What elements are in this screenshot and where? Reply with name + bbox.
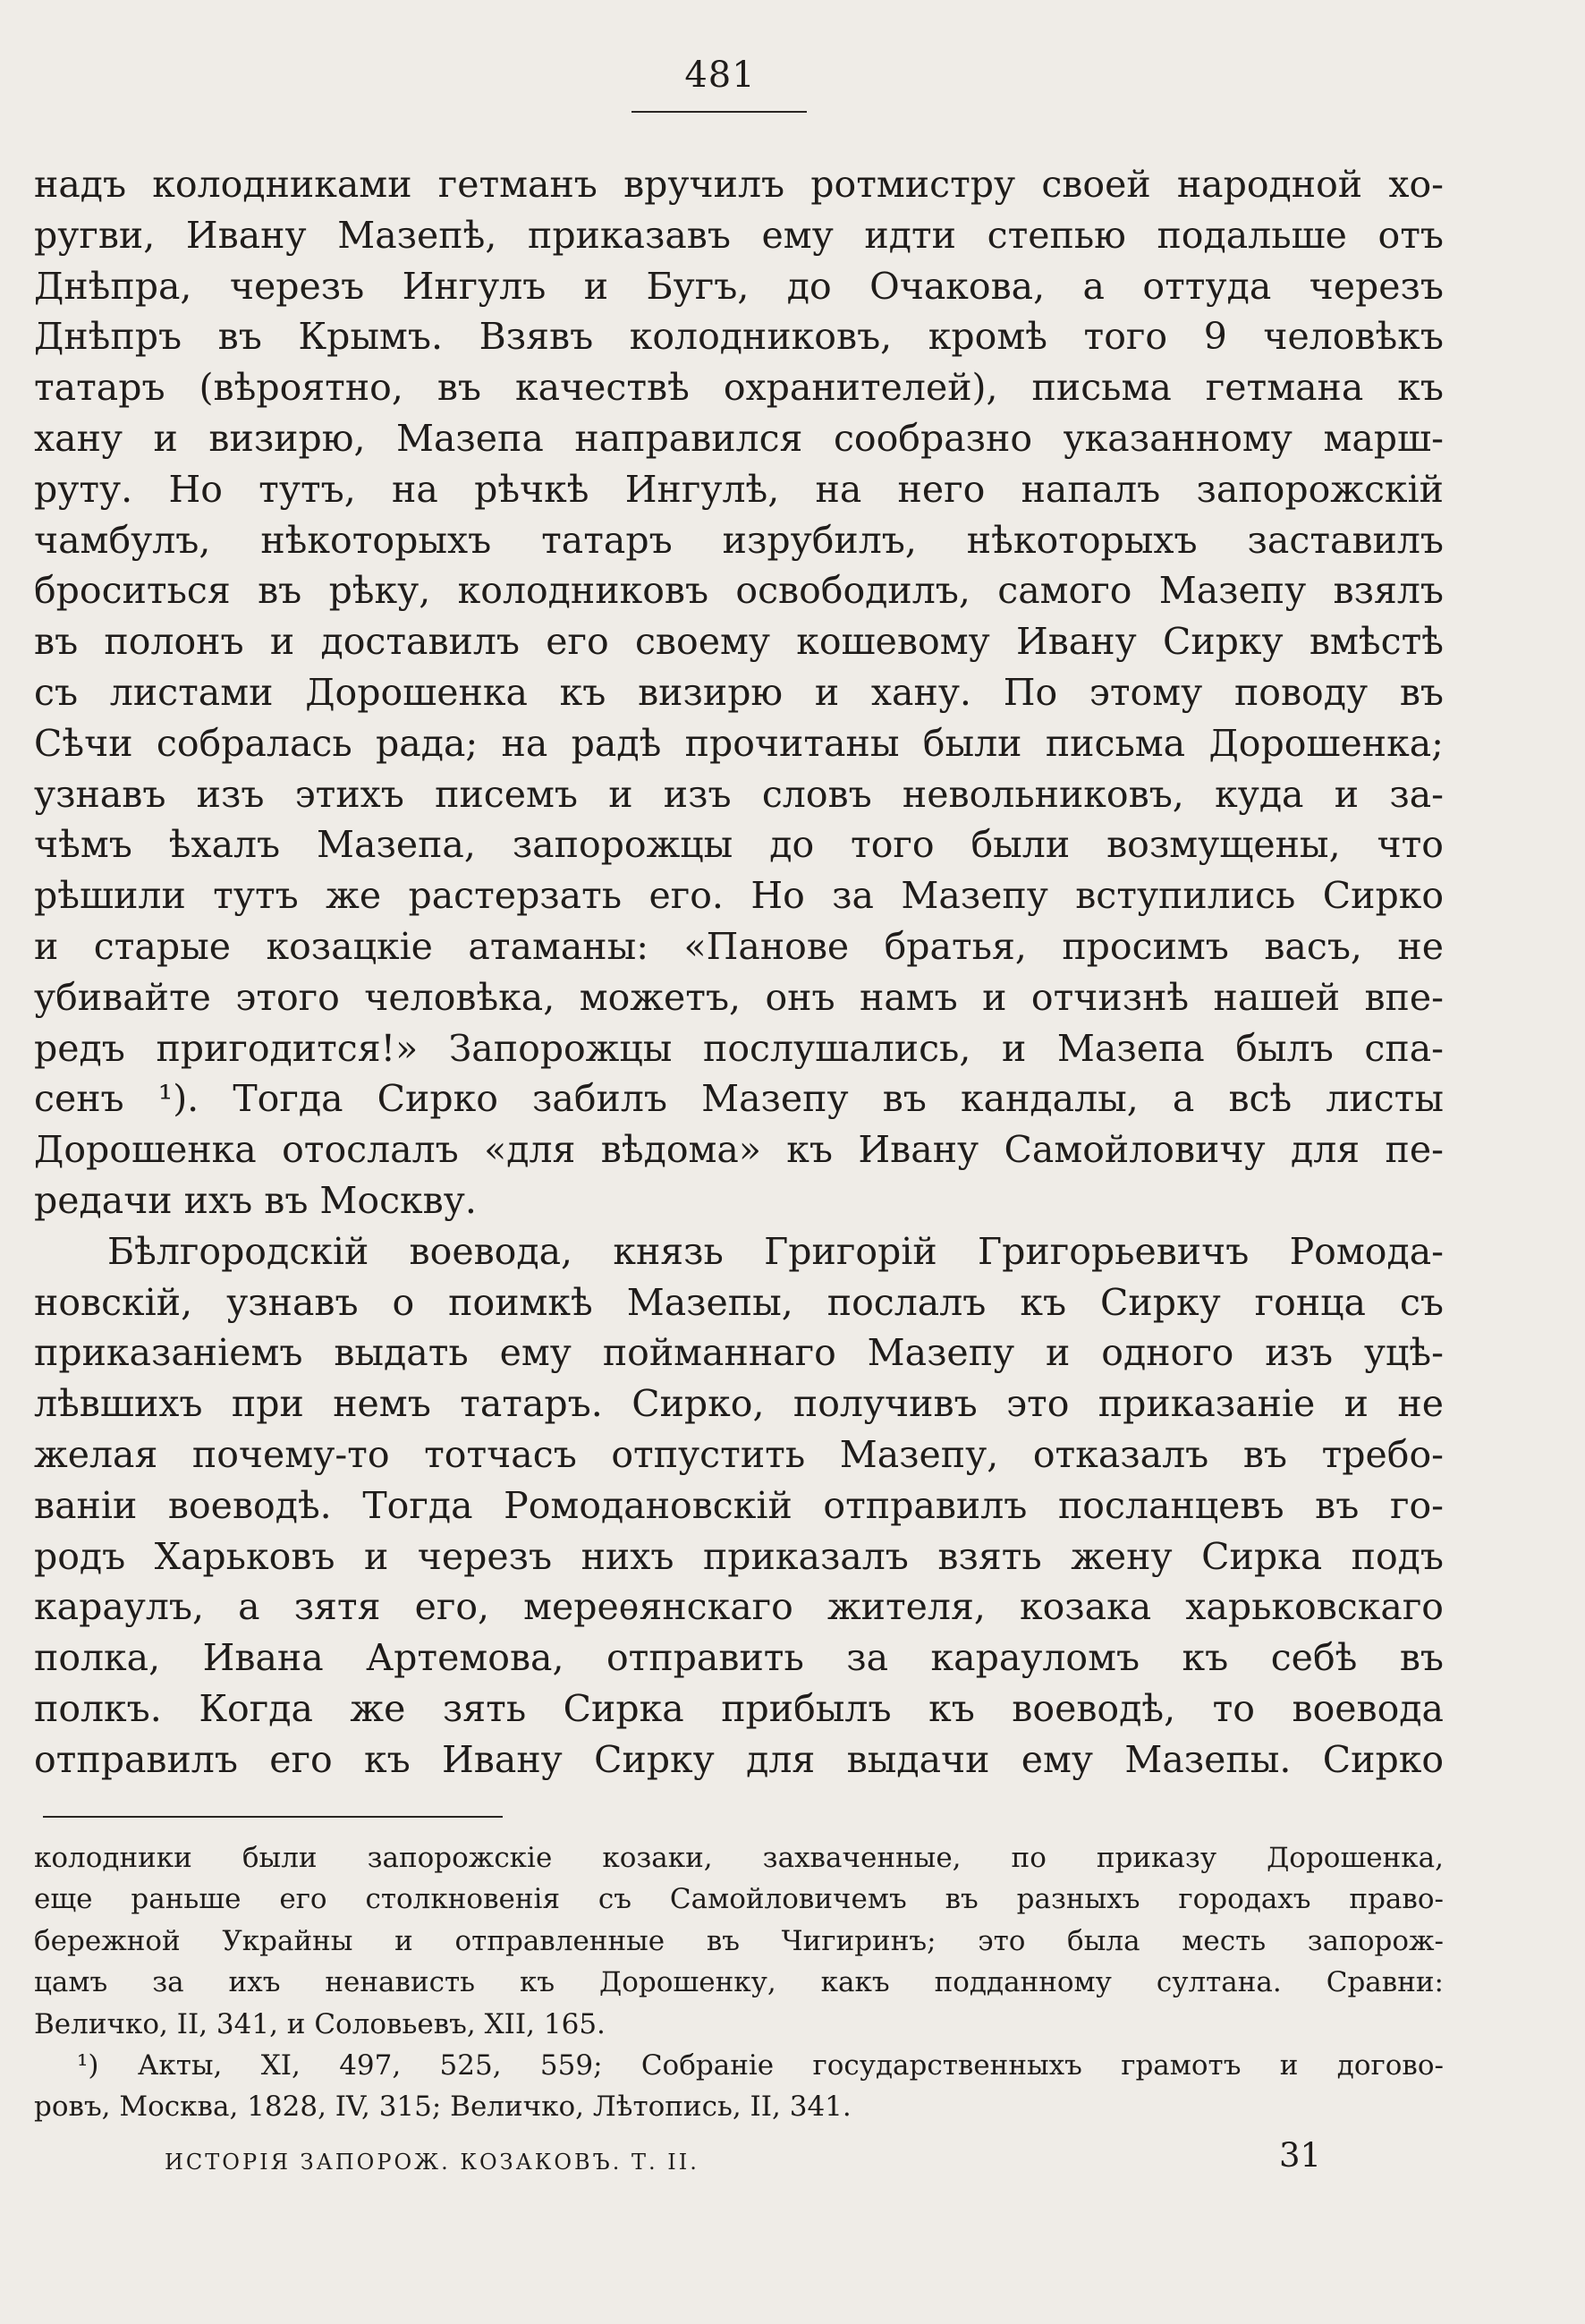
text-line: ваніи воеводѣ. Тогда Ромодановскій отправилъ посланцевъ въ го-	[34, 1483, 1444, 1527]
text-line: караулъ, а зятя его, мереѳянскаго жителя, козака харьковскаго	[34, 1585, 1444, 1629]
text-line: родъ Харьковъ и черезъ нихъ приказалъ взять жену Сирка подъ	[34, 1534, 1444, 1578]
footnote-line: Величко, II, 341, и Соловьевъ, XII, 165.	[34, 2007, 606, 2040]
footnote-line: колодники были запорожскіе козаки, захваченные, по приказу Дорошенка,	[34, 1842, 1444, 1874]
text-line: полка, Ивана Артемова, отправить за карауломъ къ себѣ въ	[34, 1636, 1444, 1680]
text-line: рѣшили тутъ же растерзать его. Но за Мазепу вступились Сирко	[34, 874, 1444, 918]
text-line: узнавъ изъ этихъ писемъ и изъ словъ невольниковъ, куда и за-	[34, 772, 1444, 816]
text-line: новскій, узнавъ о поимкѣ Мазепы, послалъ къ Сирку гонца съ	[34, 1280, 1444, 1324]
text-line: Дорошенка отослалъ «для вѣдома» къ Ивану Самойловичу для пе-	[34, 1128, 1444, 1172]
text-line: желая почему-то тотчасъ отпустить Мазепу, отказалъ въ требо-	[34, 1432, 1444, 1476]
text-line: Днѣпръ въ Крымъ. Взявъ колодниковъ, кромѣ того 9 человѣкъ	[34, 315, 1444, 359]
text-line: чѣмъ ѣхалъ Мазепа, запорожцы до того были возмущены, что	[34, 823, 1444, 867]
text-line: сенъ ¹). Тогда Сирко забилъ Мазепу въ кандалы, а всѣ листы	[34, 1077, 1444, 1121]
footnotes	[34, 1837, 1444, 2128]
text-line: отправилъ его къ Ивану Сирку для выдачи ему Мазепы. Сирко	[34, 1737, 1444, 1781]
text-line: редъ пригодится!» Запорожцы послушались, и Мазепа былъ спа-	[34, 1026, 1444, 1070]
body-text	[34, 159, 1444, 1785]
footnote-rule	[43, 1816, 503, 1818]
text-line: редачи ихъ въ Москву.	[34, 1178, 477, 1222]
text-line: Днѣпра, черезъ Ингулъ и Бугъ, до Очакова, а оттуда черезъ	[34, 264, 1444, 308]
text-line: убивайте этого человѣка, можетъ, онъ намъ и отчизнѣ нашей впе-	[34, 975, 1444, 1019]
footnote-line: еще раньше его столкновенія съ Самойловичемъ въ разныхъ городахъ право-	[34, 1883, 1444, 1916]
text-line: въ полонъ и доставилъ его своему кошевому Ивану Сирку вмѣстѣ	[34, 620, 1444, 664]
text-line: хану и визирю, Мазепа направился сообразно указанному марш-	[34, 416, 1444, 460]
text-line: чамбулъ, нѣкоторыхъ татаръ изрубилъ, нѣкоторыхъ заставилъ	[34, 518, 1444, 562]
text-line: съ листами Дорошенка къ визирю и хану. По этому поводу въ	[34, 670, 1444, 714]
text-line: ругви, Ивану Мазепѣ, приказавъ ему идти степью подальше отъ	[34, 213, 1444, 257]
text-line: броситься въ рѣку, колодниковъ освободилъ, самого Мазепу взялъ	[34, 569, 1444, 613]
text-line: и старые козацкіе атаманы: «Панове братья, просимъ васъ, не	[34, 924, 1444, 968]
text-line: надъ колодниками гетманъ вручилъ ротмистру своей народной хо-	[34, 163, 1444, 206]
text-line: руту. Но тутъ, на рѣчкѣ Ингулѣ, на него напалъ запорожскій	[34, 467, 1444, 511]
paragraph-start-line: Бѣлгородскій воевода, князь Григорій Григорьевичъ Ромода-	[107, 1229, 1444, 1273]
page-number-rule	[631, 111, 807, 113]
page-number: 481	[684, 55, 756, 96]
text-line: лѣвшихъ при немъ татаръ. Сирко, получивъ это приказаніе и не	[34, 1382, 1444, 1426]
sheet-number: 31	[1279, 2136, 1322, 2175]
text-line: Сѣчи собралась рада; на радѣ прочитаны были письма Дорошенка;	[34, 721, 1444, 765]
text-line: приказаніемъ выдать ему пойманнаго Мазепу и одного изъ уцѣ-	[34, 1331, 1444, 1375]
footnote-line: бережной Украйны и отправленные въ Чигиринъ; это была месть запорож-	[34, 1924, 1444, 1957]
footnote-line: ровъ, Москва, 1828, IV, 315; Величко, Лѣтопись, II, 341.	[34, 2091, 852, 2124]
footnote-line: цамъ за ихъ ненависть къ Дорошенку, какъ подданному султана. Сравни:	[34, 1966, 1444, 1999]
text-line: татаръ (вѣроятно, въ качествѣ охранителей), письма гетмана къ	[34, 366, 1444, 410]
footnote-line: ¹) Акты, XI, 497, 525, 559; Собраніе государственныхъ грамотъ и догово-	[77, 2048, 1444, 2082]
text-line: полкъ. Когда же зять Сирка прибылъ къ воеводѣ, то воевода	[34, 1686, 1444, 1730]
sheet-signature: ИСТОРІЯ ЗАПОРОЖ. КОЗАКОВЪ. Т. II.	[165, 2150, 699, 2175]
